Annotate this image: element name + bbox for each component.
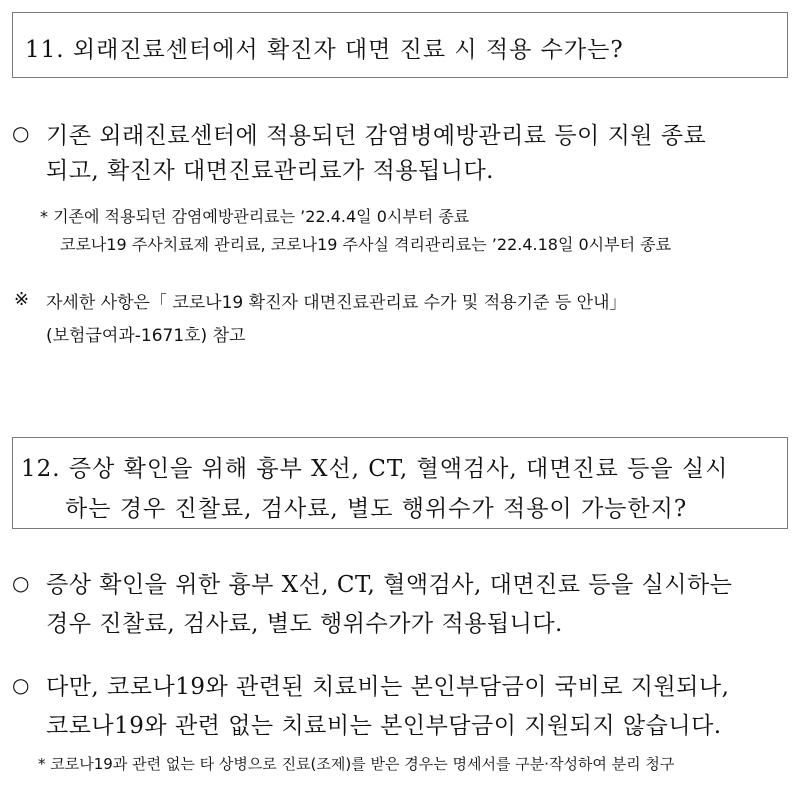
question-11-title: 11. 외래진료센터에서 확진자 대면 진료 시 적용 수가는? [25,37,624,63]
bullet-icon: ○ [12,571,30,595]
question-11-box [12,12,788,78]
answer-11-line-2: 되고, 확진자 대면진료관리료가 적용됩니다. [46,158,494,184]
reference-line-1: 자세한 사항은「 코로나19 확진자 대면진료관리료 수가 및 적용기준 등 안내」 [46,293,627,313]
bullet-icon: ○ [12,121,30,145]
answer-12-note: * 코로나19과 관련 없는 타 상병으로 진료(조제)를 받은 경우는 명세서를 구분·작성하여 분리 청구 [38,755,675,773]
answer-12-2-line-1: 다만, 코로나19와 관련된 치료비는 본인부담금이 국비로 지원되나, [46,674,730,700]
bullet-icon: ○ [12,673,30,697]
answer-12-2-line-2: 코로나19와 관련 없는 치료비는 본인부담금이 지원되지 않습니다. [46,713,722,739]
question-12-title-line-2: 하는 경우 진찰료, 검사료, 별도 행위수가 적용이 가능한지? [65,496,688,522]
reference-mark-icon: ※ [14,289,30,310]
answer-12-1-line-1: 증상 확인을 위한 흉부 X선, CT, 혈액검사, 대면진료 등을 실시하는 [46,572,733,598]
answer-12-1-line-2: 경우 진찰료, 검사료, 별도 행위수가가 적용됩니다. [46,611,563,637]
answer-11-note-1: * 기존에 적용되던 감염예방관리료는 ’22.4.4일 0시부터 종료 [40,207,470,226]
answer-11-note-2: 코로나19 주사치료제 관리료, 코로나19 주사실 격리관리료는 ’22.4.18일 0시부터 종료 [60,235,672,254]
answer-11-line-1: 기존 외래진료센터에 적용되던 감염병예방관리료 등이 지원 종료 [46,123,707,149]
reference-line-2: (보험급여과-1671호) 참고 [46,326,246,346]
question-12-title-line-1: 12. 증상 확인을 위해 흉부 X선, CT, 혈액검사, 대면진료 등을 실시 [21,456,729,482]
question-12-box [12,437,788,529]
